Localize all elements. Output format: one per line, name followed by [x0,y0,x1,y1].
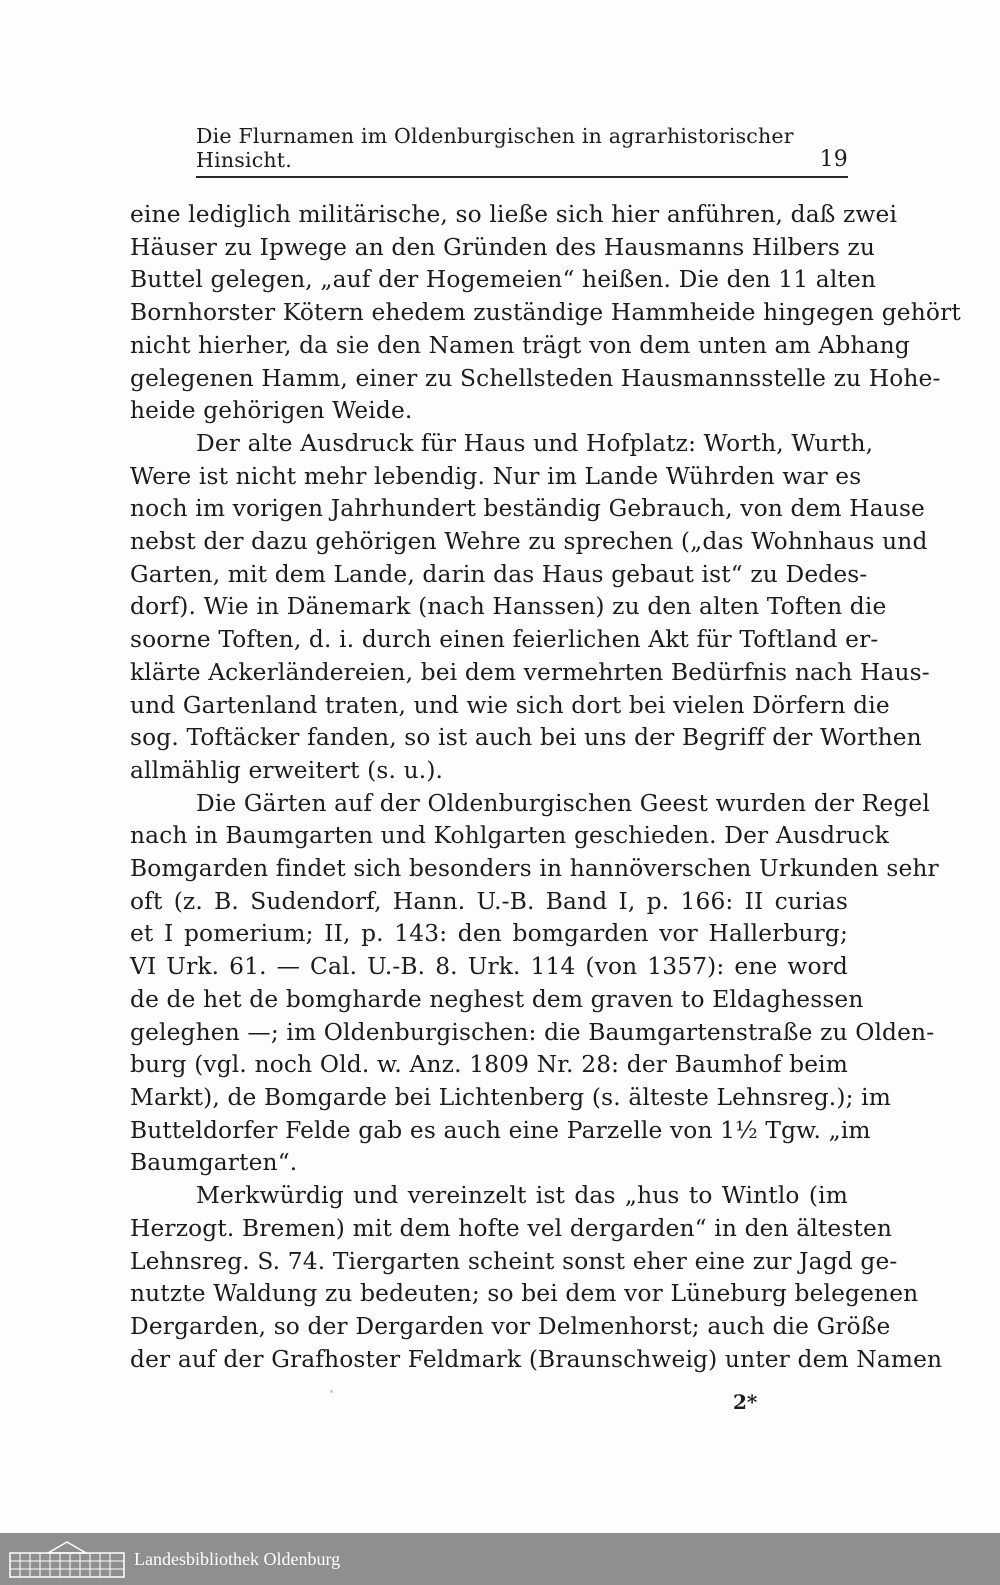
text-line: nach in Baumgarten und Kohlgarten geschieden. Der Ausdruck [130,822,890,850]
text-line: Butteldorfer Felde gab es auch eine Parzelle von 1½ Tgw. „im [130,1116,871,1144]
footer-bar [0,1533,1000,1585]
text-line: VI Urk. 61. — Cal. U.-B. 8. Urk. 114 (von 1357): ene word [130,953,848,981]
text-line: geleghen —; im Oldenburgischen: die Baumgartenstraße zu Olden- [130,1018,935,1046]
text-line: Lehnsreg. S. 74. Tiergarten scheint sonst eher eine zur Jagd ge- [130,1247,898,1275]
text-line: eine lediglich militärische, so ließe sich hier anführen, daß zwei [130,201,898,228]
running-header [196,124,848,178]
text-line: Häuser zu Ipwege an den Gründen des Hausmanns Hilbers zu [130,233,876,261]
text-line: Baumgarten“. [130,1149,298,1177]
text-line: Dergarden, so der Dergarden vor Delmenhorst; auch die Größe [130,1312,891,1340]
text-line: nebst der dazu gehörigen Wehre zu sprechen („das Wohnhaus und [130,528,928,556]
text-line: oft (z. B. Sudendorf, Hann. U.-B. Band I, p. 166: II curias [130,887,848,915]
signature-mark: 2* [733,1390,758,1414]
library-name: Landesbibliothek Oldenburg [134,1548,341,1569]
body-text [130,199,961,1376]
text-line: noch im vorigen Jahrhundert beständig Gebrauch, von dem Hause [130,495,925,523]
text-line: Der alte Ausdruck für Haus und Hofplatz: Worth, Wurth, [196,429,874,457]
text-line: et I pomerium; II, p. 143: den bomgarden vor Hallerburg; [130,920,848,948]
text-line: Garten, mit dem Lande, darin das Haus gebaut ist“ zu Dedes- [130,560,868,588]
text-line: Die Gärten auf der Oldenburgischen Geest wurden der Regel [196,789,930,817]
text-line: Markt), de Bomgarde bei Lichtenberg (s. älteste Lehnsreg.); im [130,1083,891,1111]
text-line: Were ist nicht mehr lebendig. Nur im Lande Wührden war es [130,462,862,490]
text-line: nutzte Waldung zu bedeuten; so bei dem vor Lüneburg belegenen [130,1280,919,1308]
text-line: klärte Ackerländereien, bei dem vermehrten Bedürfnis nach Haus- [130,658,930,686]
scan-speck [330,1390,333,1393]
text-line: sog. Toftäcker fanden, so ist auch bei uns der Begriff der Worthen [130,724,922,752]
text-line: soorne Toften, d. i. durch einen feierlichen Akt für Toftland er- [130,626,879,654]
text-line: Merkwürdig und vereinzelt ist das „hus to Wintlo (im [196,1182,848,1210]
library-building-icon [8,1539,126,1579]
text-line: nicht hierher, da sie den Namen trägt von dem unten am Abhang [130,331,910,359]
text-line: der auf der Grafhoster Feldmark (Braunschweig) unter dem Namen [130,1345,943,1373]
text-line: Bornhorster Kötern ehedem zuständige Hammheide hingegen gehört [130,299,961,327]
text-line: Buttel gelegen, „auf der Hogemeien“ heißen. Die den 11 alten [130,266,877,294]
text-line: de de het de bomgharde neghest dem graven to Eldaghessen [130,985,864,1013]
text-line: burg (vgl. noch Old. w. Anz. 1809 Nr. 28: der Baumhof beim [130,1051,848,1079]
text-line: und Gartenland traten, und wie sich dort bei vielen Dörfern die [130,691,890,719]
text-line: Bomgarden findet sich besonders in hannöverschen Urkunden sehr [130,855,939,883]
running-title: Die Flurnamen im Oldenburgischen in agrarhistorischer Hinsicht. [196,124,794,172]
text-line: allmählig erweitert (s. u.). [130,756,444,784]
text-line: dorf). Wie in Dänemark (nach Hanssen) zu den alten Toften die [130,593,887,621]
text-line: heide gehörigen Weide. [130,397,413,425]
text-line: gelegenen Hamm, einer zu Schellsteden Hausmannsstelle zu Hohe- [130,364,941,392]
text-line: Herzogt. Bremen) mit dem hofte vel dergarden“ in den ältesten [130,1214,893,1242]
page-number: 19 [819,147,848,172]
